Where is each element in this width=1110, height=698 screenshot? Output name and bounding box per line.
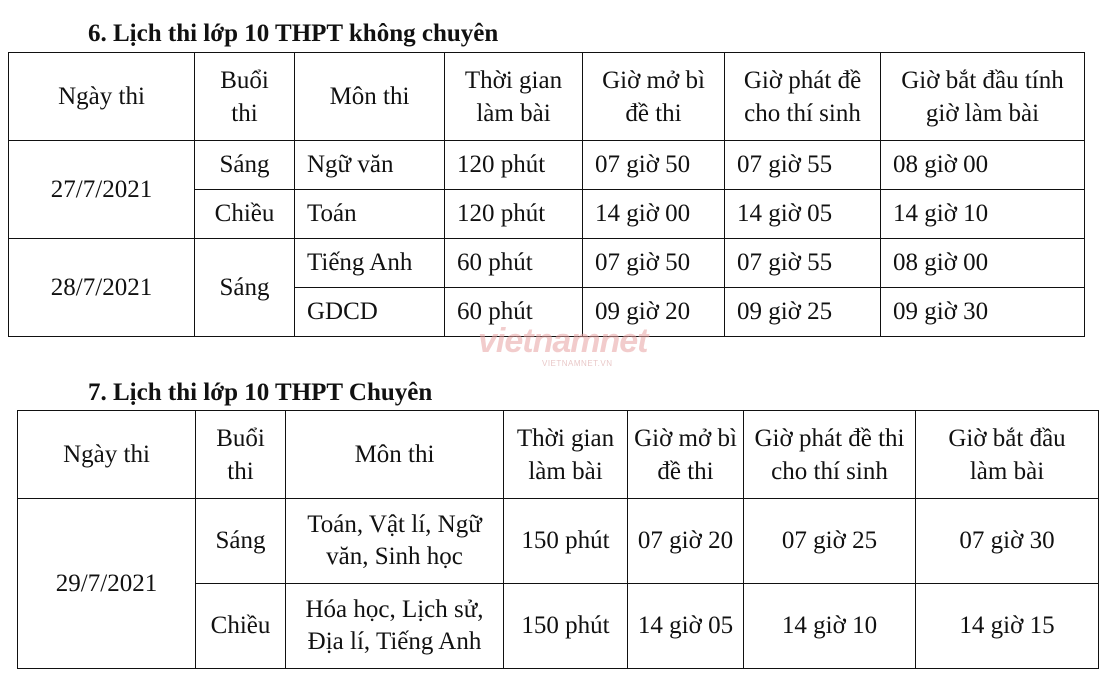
cell-subject: GDCD: [295, 288, 445, 337]
cell-start-time: 09 giờ 30: [881, 288, 1085, 337]
table-header-row: [18, 411, 1099, 499]
header-open-time: Giờ mở bì đề thi: [628, 411, 744, 499]
table-row: [9, 239, 1085, 288]
cell-distribute-time: 07 giờ 55: [725, 141, 881, 190]
cell-duration: 120 phút: [445, 190, 583, 239]
header-start-time: Giờ bắt đầu tính giờ làm bài: [881, 53, 1085, 141]
cell-date: 27/7/2021: [9, 141, 195, 239]
cell-session: Chiều: [195, 190, 295, 239]
cell-open-time: 09 giờ 20: [583, 288, 725, 337]
header-distribute-time: Giờ phát đề thi cho thí sinh: [744, 411, 916, 499]
header-subject: Môn thi: [295, 53, 445, 141]
cell-start-time: 14 giờ 15: [916, 584, 1099, 669]
header-start-time: Giờ bắt đầu làm bài: [916, 411, 1099, 499]
schedule-table-specialized: [17, 410, 1099, 669]
cell-duration: 60 phút: [445, 288, 583, 337]
cell-start-time: 08 giờ 00: [881, 141, 1085, 190]
cell-distribute-time: 14 giờ 10: [744, 584, 916, 669]
cell-duration: 60 phút: [445, 239, 583, 288]
cell-open-time: 14 giờ 00: [583, 190, 725, 239]
section-6-title: 6. Lịch thi lớp 10 THPT không chuyên: [88, 20, 499, 47]
cell-subject: Toán: [295, 190, 445, 239]
schedule-table-non-specialized: [8, 52, 1085, 337]
header-subject: Môn thi: [286, 411, 504, 499]
header-distribute-time: Giờ phát đề cho thí sinh: [725, 53, 881, 141]
header-date: Ngày thi: [18, 411, 196, 499]
cell-subject: Hóa học, Lịch sử, Địa lí, Tiếng Anh: [286, 584, 504, 669]
header-duration: Thời gian làm bài: [445, 53, 583, 141]
table-row: [9, 141, 1085, 190]
cell-open-time: 07 giờ 50: [583, 239, 725, 288]
watermark-main: vietnamnet: [478, 322, 648, 360]
cell-open-time: 07 giờ 50: [583, 141, 725, 190]
cell-distribute-time: 07 giờ 25: [744, 499, 916, 584]
cell-date: 28/7/2021: [9, 239, 195, 337]
header-duration: Thời gian làm bài: [504, 411, 628, 499]
cell-duration: 150 phút: [504, 584, 628, 669]
cell-subject: Ngữ văn: [295, 141, 445, 190]
cell-session: Sáng: [195, 141, 295, 190]
cell-session: Sáng: [195, 239, 295, 337]
cell-start-time: 08 giờ 00: [881, 239, 1085, 288]
cell-subject: Tiếng Anh: [295, 239, 445, 288]
cell-duration: 150 phút: [504, 499, 628, 584]
cell-subject: Toán, Vật lí, Ngữ văn, Sinh học: [286, 499, 504, 584]
table-row: [18, 499, 1099, 584]
header-session: Buổi thi: [195, 53, 295, 141]
cell-session: Chiều: [196, 584, 286, 669]
cell-duration: 120 phút: [445, 141, 583, 190]
cell-start-time: 14 giờ 10: [881, 190, 1085, 239]
watermark-sub: VIETNAMNET.VN: [542, 359, 613, 368]
cell-date: 29/7/2021: [18, 499, 196, 669]
cell-session: Sáng: [196, 499, 286, 584]
cell-start-time: 07 giờ 30: [916, 499, 1099, 584]
header-session: Buổi thi: [196, 411, 286, 499]
cell-distribute-time: 14 giờ 05: [725, 190, 881, 239]
cell-open-time: 07 giờ 20: [628, 499, 744, 584]
cell-distribute-time: 09 giờ 25: [725, 288, 881, 337]
header-open-time: Giờ mở bì đề thi: [583, 53, 725, 141]
table-header-row: [9, 53, 1085, 141]
cell-open-time: 14 giờ 05: [628, 584, 744, 669]
cell-distribute-time: 07 giờ 55: [725, 239, 881, 288]
header-date: Ngày thi: [9, 53, 195, 141]
section-7-title: 7. Lịch thi lớp 10 THPT Chuyên: [88, 379, 433, 406]
